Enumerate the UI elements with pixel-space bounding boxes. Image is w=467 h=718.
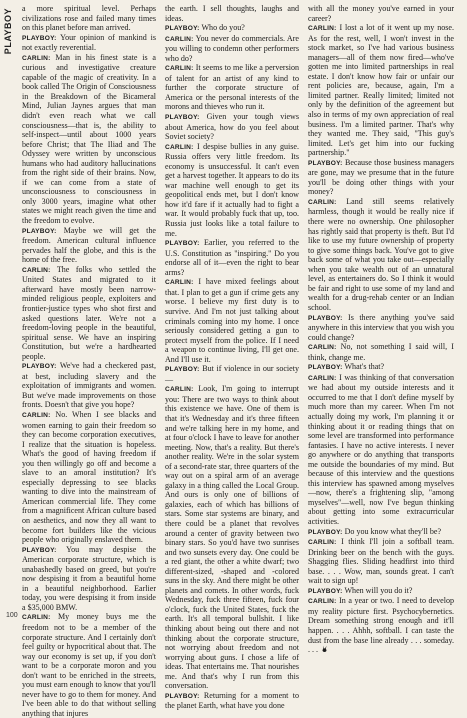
interview-paragraph [308, 596, 454, 654]
paragraph-text: I think I'll join a softball team. Drinking beer on the bench with the guys. Shagging flies. Sliding headfirst into third base. . . . Wow, man, sounds great. I can't wait to sign up! [308, 537, 454, 586]
speaker-label: PLAYBOY: [22, 363, 57, 371]
interview-paragraph [22, 226, 156, 265]
paragraph-text: No, not something I said will, I think, change me. [308, 342, 454, 362]
paragraph-text: the earth. I sell thoughts, laughs and ideas. [165, 4, 299, 23]
interview-paragraph [165, 63, 299, 112]
rabbit-head-icon [321, 645, 328, 653]
paragraph-text: Because those business managers are gone, may we presume that in the future you'll be doing other things with your money? [308, 157, 455, 197]
interview-paragraph [165, 23, 299, 34]
paragraph-text: Land still seems relatively harmless, though it would be really nice if there were no ownership. One philosopher has rightly said that property is theft. But I'd like to use my future ownership of property to give some things back. You've got to give back some of what you take out—especially when you take wealth out of an unnatural level, as entertainers do. So I think it would be fair and right to use some of my land and wealth for a drug-rehab center or an Indian school. [308, 196, 454, 312]
paragraph-text: Given your tough views about America, how do you feel about Soviet society? [165, 112, 299, 142]
speaker-label: PLAYBOY: [22, 227, 57, 235]
speaker-label: CARLIN: [308, 598, 337, 606]
interview-paragraph [308, 313, 454, 343]
speaker-label: PLAYBOY: [308, 314, 343, 322]
paragraph-text: I was thinking of that conversation we had about my outside interests and it occurred to me that I don't define myself by much more than my career. When I'm not actually doing my work, I'm planning it or thinking about it or reading things that on some level are transformed into performance fantasies. I have no active interests. I never go anywhere or do anything that transports me outside the boundaries of my mind. But because of this interview and the questions this interview has spawned among myselves—now, there's a frightening slip, "among myselves"—well, now I've begun thinking about getting into some extracurricular activities. [308, 372, 455, 526]
paragraph-text: My money buys me the freedom not to be a member of the corporate structure. And I certainly don't feel guilty or hypocritical about that. The way our economy is set up, if you don't want to be a corporate moron and you don't want to be enriched in the streets, you must earn enough to know that you'll never have to go to them for money. And I've been able to do that without selling anything that injures [22, 612, 156, 718]
paragraph-text: Returning for a moment to the planet Earth, what have you done [165, 690, 299, 711]
paragraph-text: I despise bullies in any guise. Russia offers very little freedom. Its economy is unsuccessful. It can't even get a harvest together. It appears to do its war machine well enough to get its geopolitical ends met, but I don't know how it'd fare if it actually had to fight a war. It would probably fuck that up, too. Russia just looks like a total failure to me. [165, 141, 299, 238]
speaker-label: CARLIN: [308, 25, 337, 33]
text-column-2 [165, 4, 300, 711]
paragraph-text: The folks who settled the United States and migrated to it afterward have mostly been narrow-minded religious people, exploiters and frontier-justice types who shot first and asked questions later. We're not a freedom-loving people in the beautiful, spiritual sense. We have an inspiring Constitution, but we're a hardhearted people. [22, 264, 156, 361]
speaker-label: PLAYBOY: [165, 366, 200, 374]
interview-paragraph [22, 361, 156, 410]
speaker-label: CARLIN: [308, 374, 337, 382]
speaker-label: CARLIN: [22, 266, 51, 274]
interview-paragraph [22, 545, 156, 613]
speaker-label: CARLIN: [308, 344, 337, 352]
interview-paragraph [165, 384, 299, 691]
speaker-label: CARLIN: [165, 386, 194, 394]
interview-paragraph [308, 342, 454, 362]
paragraph-text: a more spiritual level. Perhaps civilizations rose and failed many times on this planet before man arrived. [22, 4, 156, 33]
page-number: 100 [6, 612, 18, 619]
speaker-label: CARLIN: [22, 411, 51, 419]
speaker-label: PLAYBOY: [308, 587, 343, 595]
paragraph-text: I have mixed feelings about that. I plan to get a gun if crime gets any worse. I believe my first duty is to survive. And I'm not just talking about criminals coming into my home. I once seriously considered getting a gun to protect myself from the police. If I need a weapon to continue living, I'll get one. And I'll use it. [165, 277, 299, 364]
speaker-label: CARLIN: [308, 539, 337, 547]
interview-paragraph [22, 265, 156, 361]
interview-paragraph [308, 158, 454, 197]
interview-paragraph [22, 612, 156, 718]
paragraph-text: No. When I see blacks and women earning to gain their freedom so they can become corporation executives, I realize that the situation is hopeless. What's the good of having freedom if you then willingly go off and become a slave to an amoral institution? It's especially depressing to see blacks wanting to dive into the mainstream of American commercial life. They come from a magnificent African culture based on aesthetics, and now they all want to become fort builders like the vicious people who originally enslaved them. [22, 409, 156, 545]
interview-paragraph [308, 362, 454, 373]
interview-paragraph [165, 112, 299, 142]
paragraph-text: It seems to me like a perversion of talent for an artist of any kind to further the corporate structure of America or the personal interests of the morons and thieves who run it. [165, 63, 300, 112]
interview-paragraph [22, 4, 156, 33]
speaker-label: PLAYBOY: [308, 528, 343, 536]
speaker-label: CARLIN: [165, 143, 194, 151]
interview-paragraph [308, 23, 454, 158]
paragraph-text: I lost a lot of it went up my nose. As for the rest, well, I won't invest in the stock market, so I've had various business managers—all of them now fired—who've gotten me into limited partnerships in real estate. I don't know how fair or unfair our rent policies are, because, again, I'm a limited partner. Really limited; limited not only by the definition of the agreement but also in terms of my own appreciation of real business. I'm a limited partner. That's why they wanted me. They said, "This guy's limited. Let's get him into our fucking partnership." [308, 23, 454, 158]
speaker-label: CARLIN: [165, 35, 194, 43]
interview-paragraph [165, 34, 299, 64]
speaker-label: CARLIN: [165, 279, 194, 287]
paragraph-text: You never do commercials. Are you willing to condemn other performers who do? [165, 33, 299, 63]
interview-paragraph [165, 691, 299, 711]
interview-paragraph [308, 197, 454, 313]
speaker-label: CARLIN: [22, 54, 51, 62]
text-column-1 [22, 4, 157, 718]
interview-paragraph [165, 364, 299, 384]
speaker-label: PLAYBOY: [308, 364, 343, 372]
paragraph-text: What's that? [344, 362, 385, 372]
speaker-label: PLAYBOY: [308, 159, 343, 167]
paragraph-text: Man in his finest state is a curious and investigative creature capable of the magic of creativity. In a book called The Origin of Consciousness in the Breakdown of the Bicameral Mind, Julian Jaynes argues that man didn't even reach what we call consciousness—that is, the ability to self-inspect—until about 1000 years before Christ; that The Iliad and The Odyssey were written by unconscious humans who had auditory hallucinations from the right side of their brains. Now, if we can come from a state of unconsciousness to consciousness in only 3000 years, imagine what other states we might reach given the time and the freedom to evolve. [22, 52, 156, 226]
paragraph-text: Look, I'm going to interrupt you: There are two ways to think about this existence we have. One of them is that it's Wednesday and it's three fifteen and we're talking here in my home, and at four o'clock I have to leave for another meeting. Now, that's a reality. But there's another reality. We're in the solar system of a second-rate star, three quarters of the way out on a spiral arm of an average galaxy in a thing called the Local Group. And ours is only one of billions of galaxies, each of which has billions of stars. Some star systems are binary, and there could be a planet that revolves around a center of gravity between two binary stars. So you'd have two sunrises and two sunsets every day. One could be a red giant, the other a white dwarf; two different-sized, -shaped and -colored suns in the sky. And there might be other planets and comets. In other words, fuck Wednesday, fuck three fifteen, fuck four o'clock, fuck the United States, fuck the earth. It's all temporal bullshit. I like thinking about being out there and not thinking about the corporate structure, not worrying about freedom and not worrying about guns. I chose a life of ideas. That entertains me. That nourishes me. And that's why I run from this conversation. [165, 384, 299, 691]
paragraph-text: In a year or two. I need to develop my reality picture first. Psychocybernetics. Dream something strong enough and it'll happen. . . . Ahhh, softball. I can taste the dust from the base line already . . . someday. . . . [308, 596, 454, 655]
interview-paragraph [308, 373, 454, 527]
interview-paragraph [308, 4, 454, 23]
paragraph-text: Who do you? [201, 23, 245, 33]
speaker-label: PLAYBOY: [165, 25, 200, 33]
paragraph-text: When will you do it? [344, 585, 413, 595]
masthead: PLAYBOY [3, 8, 13, 55]
paragraph-text: Maybe we will get the freedom. American cultural influence pervades half the globe, and this is the home of the free. [22, 225, 156, 265]
paragraph-text: with all the money you've earned in your career? [308, 4, 454, 23]
interview-paragraph [308, 527, 454, 538]
paragraph-text: Earlier, you referred to the U.S. Constitution as "inspiring." Do you endorse all of it—even the right to bear arms? [165, 238, 299, 277]
paragraph-text: You may despise the American corporate structure, which is unabashedly based on greed, but you're now despising it from a beautiful home in a beautiful neighborhood. Earlier today, you were despising it from inside a $35,000 BMW. [22, 544, 156, 612]
interview-paragraph [22, 410, 156, 545]
interview-paragraph [308, 537, 454, 586]
interview-paragraph [22, 33, 156, 53]
interview-paragraph [22, 53, 156, 226]
paragraph-text: Do you know what they'll be? [344, 526, 442, 536]
paragraph-text: Your opinion of mankind is not exactly reverential. [22, 32, 156, 53]
interview-paragraph [165, 142, 299, 238]
speaker-label: PLAYBOY: [22, 34, 57, 42]
speaker-label: PLAYBOY: [165, 114, 200, 122]
speaker-label: PLAYBOY: [165, 692, 200, 700]
interview-paragraph [165, 238, 299, 277]
interview-paragraph [165, 4, 299, 23]
speaker-label: CARLIN: [308, 198, 337, 206]
speaker-label: PLAYBOY: [165, 240, 200, 248]
interview-paragraph [165, 277, 299, 364]
text-column-3 [308, 4, 455, 655]
paragraph-text: We've had a checkered past, at best, including slavery and the exploitation of immigrants and women. But we've made improvements on those fronts. Doesn't that give you hope? [22, 361, 157, 410]
speaker-label: CARLIN: [165, 65, 194, 73]
speaker-label: PLAYBOY: [22, 546, 57, 554]
interview-paragraph [308, 586, 454, 597]
paragraph-text: But if violence in our society— [165, 364, 299, 384]
paragraph-text: Is there anything you've said anywhere in this interview that you wish you could change? [308, 312, 454, 342]
speaker-label: CARLIN: [22, 614, 51, 622]
